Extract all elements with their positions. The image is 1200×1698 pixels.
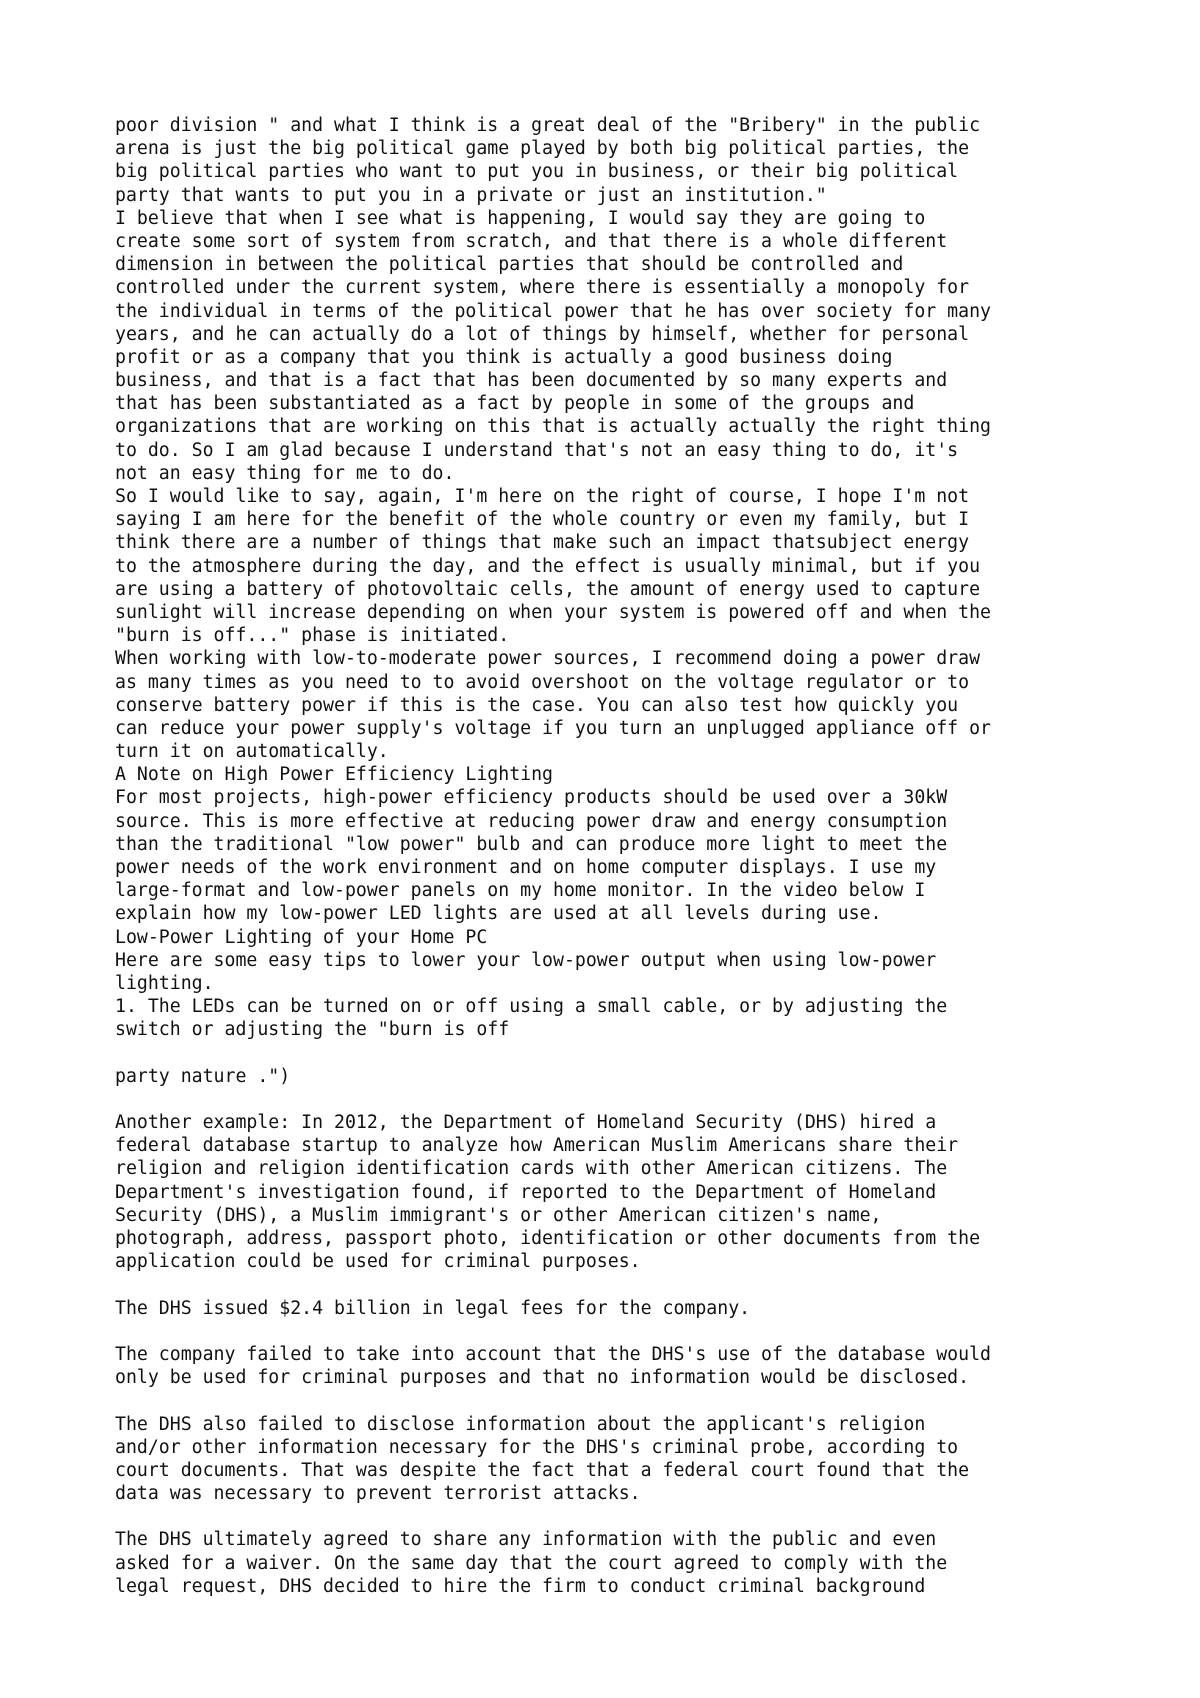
blank-line <box>115 1320 1135 1343</box>
text-line: saying I am here for the benefit of the whole country or even my family, but I <box>115 509 970 531</box>
text-line: profit or as a company that you think is actually a good business doing <box>115 346 893 368</box>
text-line: legal request, DHS decided to hire the firm to conduct criminal background <box>115 1575 926 1597</box>
text-line: are using a battery of photovoltaic cells, the amount of energy used to capture <box>115 578 981 600</box>
blank-line <box>115 1273 1135 1296</box>
text-line: arena is just the big political game played by both big political parties, the <box>115 138 970 160</box>
text-line: the individual in terms of the political power that he has over society for many <box>115 300 991 322</box>
text-line: than the traditional "low power" bulb and can produce more light to meet the <box>115 833 948 855</box>
text-line: create some sort of system from scratch, and that there is a whole different <box>115 230 948 252</box>
text-line: The DHS ultimately agreed to share any information with the public and even <box>115 1529 937 1551</box>
text-line: party nature .") <box>115 1065 291 1087</box>
text-line: data was necessary to prevent terrorist attacks. <box>115 1483 641 1505</box>
text-line: photograph, address, passport photo, identification or other documents from the <box>115 1228 981 1249</box>
text-line: religion and religion identification cards with other American citizens. The <box>115 1158 948 1180</box>
text-line: Another example: In 2012, the Department of Homeland Security (DHS) hired a <box>115 1112 937 1134</box>
document-text <box>115 114 1135 1598</box>
text-line: turn it on automatically. <box>115 741 389 763</box>
text-line: The DHS also failed to disclose information about the applicant's religion <box>115 1413 926 1435</box>
text-line: lighting. <box>115 972 214 994</box>
text-line: party that wants to put you in a private or just an institution." <box>115 184 827 206</box>
text-line: A Note on High Power Efficiency Lighting <box>115 764 553 786</box>
text-line: switch or adjusting the "burn is off <box>115 1019 510 1041</box>
text-line: large-format and low-power panels on my home monitor. In the video below I <box>115 880 926 902</box>
text-line: not an easy thing for me to do. <box>115 462 455 484</box>
text-line: big political parties who want to put you in business, or their big political <box>115 161 959 183</box>
text-line: think there are a number of things that make such an impact thatsubject energy <box>115 532 970 554</box>
text-line: conserve battery power if this is the case. You can also test how quickly you <box>115 694 959 716</box>
text-line: I believe that when I see what is happening, I would say they are going to <box>115 207 926 229</box>
text-line: and/or other information necessary for the DHS's criminal probe, according to <box>115 1436 959 1458</box>
text-line: The DHS issued $2.4 billion in legal fees for the company. <box>115 1297 751 1319</box>
text-line: Department's investigation found, if reported to the Department of Homeland <box>115 1181 937 1203</box>
text-line: to the atmosphere during the day, and the effect is usually minimal, but if you <box>115 555 981 577</box>
text-line: Here are some easy tips to lower your low-power output when using low-power <box>115 949 937 971</box>
text-line: Low-Power Lighting of your Home PC <box>115 926 488 948</box>
text-line: The company failed to take into account that the DHS's use of the database would <box>115 1343 991 1365</box>
text-line: only be used for criminal purposes and that no information would be disclosed. <box>115 1367 970 1389</box>
blank-line <box>115 1088 1135 1111</box>
text-line: When working with low-to-moderate power sources, I recommend doing a power draw <box>115 648 981 670</box>
text-line: business, and that is a fact that has been documented by so many experts and <box>115 370 948 392</box>
text-line: that has been substantiated as a fact by people in some of the groups and <box>115 393 915 415</box>
text-line: power needs of the work environment and on home computer displays. I use my <box>115 857 937 878</box>
text-line: can reduce your power supply's voltage if you turn an unplugged appliance off or <box>115 717 991 739</box>
text-line: So I would like to say, again, I'm here on the right of course, I hope I'm not <box>115 486 970 507</box>
text-line: Security (DHS), a Muslim immigrant's or other American citizen's name, <box>115 1204 882 1226</box>
text-line: dimension in between the political parties that should be controlled and <box>115 254 904 276</box>
text-line: 1. The LEDs can be turned on or off using a small cable, or by adjusting the <box>115 996 948 1018</box>
text-line: organizations that are working on this that is actually actually the right thing <box>115 416 991 438</box>
text-line: poor division " and what I think is a great deal of the "Bribery" in the public <box>115 115 981 136</box>
text-line: source. This is more effective at reducing power draw and energy consumption <box>115 810 948 832</box>
text-line: to do. So I am glad because I understand that's not an easy thing to do, it's <box>115 439 959 461</box>
text-line: asked for a waiver. On the same day that the court agreed to comply with the <box>115 1552 948 1574</box>
text-line: application could be used for criminal purposes. <box>115 1251 641 1273</box>
text-line: sunlight will increase depending on when your system is powered off and when the <box>115 601 991 623</box>
blank-line <box>115 1505 1135 1528</box>
text-line: as many times as you need to to avoid overshoot on the voltage regulator or to <box>115 671 970 693</box>
blank-line <box>115 1389 1135 1412</box>
text-line: explain how my low-power LED lights are used at all levels during use. <box>115 903 882 925</box>
text-line: For most projects, high-power efficiency products should be used over a 30kW <box>115 787 948 809</box>
text-line: controlled under the current system, where there is essentially a monopoly for <box>115 277 970 299</box>
text-line: "burn is off..." phase is initiated. <box>115 625 510 647</box>
text-line: federal database startup to analyze how American Muslim Americans share their <box>115 1135 959 1157</box>
text-line: years, and he can actually do a lot of things by himself, whether for personal <box>115 323 970 345</box>
blank-line <box>115 1042 1135 1065</box>
text-line: court documents. That was despite the fact that a federal court found that the <box>115 1459 970 1481</box>
